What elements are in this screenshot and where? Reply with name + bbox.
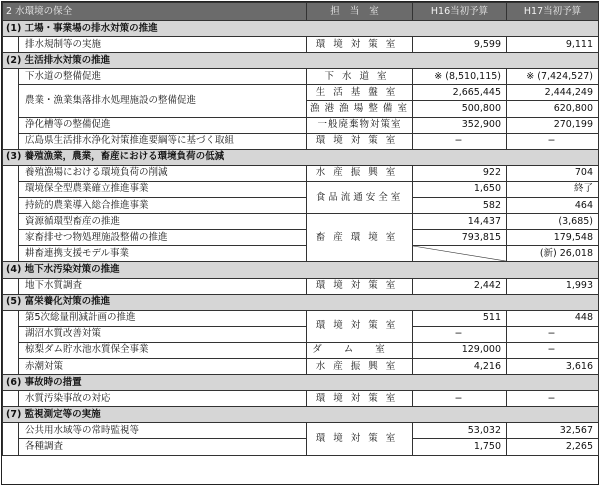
row-item: 下水道の整備促進: [19, 69, 307, 85]
row-dept: 畜産環境室: [307, 214, 413, 262]
table-row: [3, 85, 599, 101]
section-title: (3) 養殖漁業，農業，畜産における環境負荷の低減: [3, 149, 599, 165]
row-item: 浄化槽等の整備促進: [19, 117, 307, 133]
empty-cell-diagonal: [413, 246, 507, 262]
row-item: 湖沼水質改善対策: [19, 326, 307, 342]
row-h17: −: [507, 391, 599, 407]
row-dept: 生活基盤室: [307, 85, 413, 101]
row-h16: −: [413, 391, 507, 407]
row-dept: 水産振興室: [307, 165, 413, 181]
row-item: 第5次総量削減計画の推進: [19, 310, 307, 326]
row-h16: 582: [413, 198, 507, 214]
row-h17: 3,616: [507, 358, 599, 374]
table-row: [3, 326, 599, 342]
table-row: [3, 230, 599, 246]
table-row: [3, 165, 599, 181]
row-item: 地下水質調査: [19, 278, 307, 294]
row-h17: 448: [507, 310, 599, 326]
section-heading: [3, 407, 599, 423]
row-dept: 環境対策室: [307, 278, 413, 294]
row-item: 耕畜連携支援モデル事業: [19, 246, 307, 262]
row-item: 各種調査: [19, 439, 307, 455]
section-title: (4) 地下水汚染対策の推進: [3, 262, 599, 278]
row-h16: ※ (8,510,115): [413, 69, 507, 85]
row-dept: 水産振興室: [307, 358, 413, 374]
row-dept: 環境対策室: [307, 133, 413, 149]
row-h17: 9,111: [507, 37, 599, 53]
section-heading: [3, 149, 599, 165]
row-h16: 129,000: [413, 342, 507, 358]
row-h17: −: [507, 342, 599, 358]
row-h16: −: [413, 133, 507, 149]
row-item: 排水規制等の実施: [19, 37, 307, 53]
section-heading: [3, 262, 599, 278]
row-h16: 1,750: [413, 439, 507, 455]
row-h16: 922: [413, 165, 507, 181]
row-item: 持続的農業導入総合推進事業: [19, 198, 307, 214]
row-h17: 464: [507, 198, 599, 214]
table-row: [3, 439, 599, 455]
row-h16: 4,216: [413, 358, 507, 374]
table-row: [3, 310, 599, 326]
row-h16: 500,800: [413, 101, 507, 117]
row-dept: 漁港漁場整備室: [307, 101, 413, 117]
budget-table-document: [1, 1, 599, 485]
row-dept: 環境対策室: [307, 37, 413, 53]
row-h16: 511: [413, 310, 507, 326]
row-h16: 352,900: [413, 117, 507, 133]
section-title: (1) 工場・事業場の排水対策の推進: [3, 21, 599, 37]
row-h17: 704: [507, 165, 599, 181]
row-h17: 620,800: [507, 101, 599, 117]
row-item: 公共用水域等の常時監視等: [19, 423, 307, 439]
row-item: 広島県生活排水浄化対策推進要綱等に基づく取組: [19, 133, 307, 149]
row-item: 水質汚染事故の対応: [19, 391, 307, 407]
row-item: 資源循環型畜産の推進: [19, 214, 307, 230]
row-h17: ※ (7,424,527): [507, 69, 599, 85]
table-header-row: [3, 3, 599, 21]
row-h17: 1,993: [507, 278, 599, 294]
row-dept: 環境対策室: [307, 423, 413, 455]
section-title: (7) 監視測定等の実施: [3, 407, 599, 423]
row-h16: 793,815: [413, 230, 507, 246]
budget-table: [2, 2, 599, 456]
row-item: 赤潮対策: [19, 358, 307, 374]
row-item: 養殖漁場における環境負荷の削減: [19, 165, 307, 181]
row-dept: 環境対策室: [307, 310, 413, 342]
header-h17: H17当初予算: [507, 3, 599, 21]
row-h17: 2,265: [507, 439, 599, 455]
row-h16: 1,650: [413, 181, 507, 197]
table-row: [3, 37, 599, 53]
table-row: [3, 278, 599, 294]
header-title: 2 水環境の保全: [3, 3, 307, 21]
section-title: (2) 生活排水対策の推進: [3, 53, 599, 69]
table-row: [3, 391, 599, 407]
row-h16: 14,437: [413, 214, 507, 230]
table-row: [3, 133, 599, 149]
row-h16: 2,665,445: [413, 85, 507, 101]
row-item: 農業・漁業集落排水処理施設の整備促進: [19, 85, 307, 117]
table-row: [3, 358, 599, 374]
row-dept: 環境対策室: [307, 391, 413, 407]
row-h16: 53,032: [413, 423, 507, 439]
row-item: 家畜排せつ物処理施設整備の推進: [19, 230, 307, 246]
row-h17: (新) 26,018: [507, 246, 599, 262]
table-row: [3, 198, 599, 214]
row-h17: 270,199: [507, 117, 599, 133]
row-h17: 179,548: [507, 230, 599, 246]
table-row: [3, 181, 599, 197]
table-row: [3, 246, 599, 262]
row-h17: 終了: [507, 181, 599, 197]
table-row: [3, 214, 599, 230]
row-h16: 2,442: [413, 278, 507, 294]
row-h17: (3,685): [507, 214, 599, 230]
table-row: [3, 69, 599, 85]
section-title: (6) 事故時の措置: [3, 375, 599, 391]
row-item: 環境保全型農業確立推進事業: [19, 181, 307, 197]
row-h16: 9,599: [413, 37, 507, 53]
header-h16: H16当初予算: [413, 3, 507, 21]
table-row: [3, 117, 599, 133]
row-h17: −: [507, 326, 599, 342]
row-dept: ダム室: [307, 342, 413, 358]
section-heading: [3, 21, 599, 37]
table-row: [3, 423, 599, 439]
diagonal-line: [413, 246, 506, 261]
row-dept: 下水道室: [307, 69, 413, 85]
table-row: [3, 342, 599, 358]
row-dept: 食品流通安全室: [307, 181, 413, 213]
section-heading: [3, 294, 599, 310]
section-heading: [3, 375, 599, 391]
row-h17: 2,444,249: [507, 85, 599, 101]
row-dept: 一般廃棄物対策室: [307, 117, 413, 133]
header-dept: 担当室: [307, 3, 413, 21]
row-h17: 32,567: [507, 423, 599, 439]
section-title: (5) 富栄養化対策の推進: [3, 294, 599, 310]
row-h17: −: [507, 133, 599, 149]
row-h16: −: [413, 326, 507, 342]
section-heading: [3, 53, 599, 69]
row-item: 椋梨ダム貯水池水質保全事業: [19, 342, 307, 358]
